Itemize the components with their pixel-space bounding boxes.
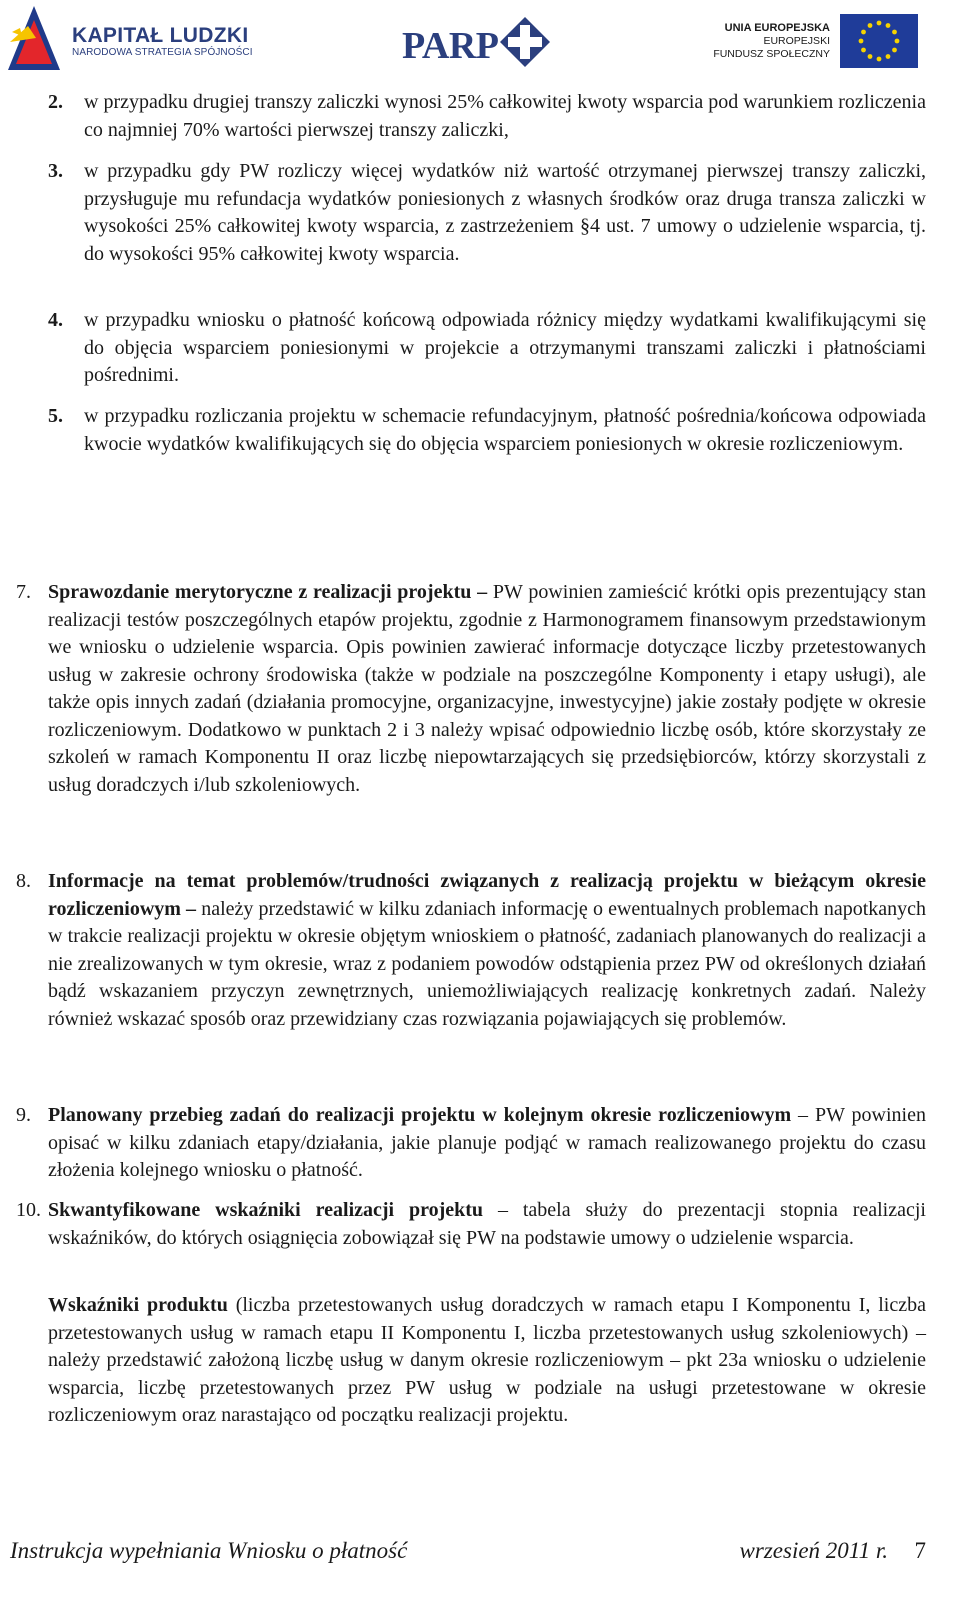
footer-document-title: Instrukcja wypełniania Wniosku o płatność xyxy=(10,1538,408,1563)
eu-line-1: UNIA EUROPEJSKA xyxy=(724,22,830,34)
list-item-10 xyxy=(16,1197,926,1252)
list-item-text xyxy=(48,1197,926,1252)
list-item-4 xyxy=(16,307,926,390)
page-header xyxy=(0,0,960,80)
list-item-text: w przypadku gdy PW rozliczy więcej wydatków niż wartość otrzymanej pierwszej transzy zaliczki, przysługuje mu refundacja wydatków poniesionych z własnych środków oraz druga transza zaliczki w wysokości 25% całkowitej kwoty wsparcia, z zastrzeżeniem §4 ust. 7 umowy o udzielenie wsparcia, tj. do wysokości 95% całkowitej kwoty wsparcia. xyxy=(84,160,926,265)
list-item-heading: Sprawozdanie merytoryczne z realizacji projektu – xyxy=(48,581,488,603)
kapital-ludzki-logo xyxy=(6,2,253,74)
list-item-body: – PW powinien opisać w kilku zdaniach etapy/działania, jakie planuje podjąć w ramach realizowanego projektu do czasu złożenia kolejnego wniosku o płatność. xyxy=(48,1104,926,1181)
paragraph-wskazniki-produktu xyxy=(48,1292,926,1430)
list-item-number: 3. xyxy=(48,160,63,182)
list-item-5 xyxy=(16,403,926,458)
list-item-text: w przypadku rozliczania projektu w schemacie refundacyjnym, płatność pośrednia/końcowa odpowiada kwocie wydatków kwalifikujących się do objęcia wsparciem poniesionych w okresie rozliczeniowym. xyxy=(84,405,926,455)
list-item-body: – tabela służy do prezentacji stopnia realizacji wskaźników, do których osiągnięcia zobowiązał się PW na podstawie umowy o udzielenie wsparcia. xyxy=(48,1199,926,1249)
eu-line-3: FUNDUSZ SPOŁECZNY xyxy=(713,48,830,60)
list-item-body: należy przedstawić w kilku zdaniach informację o ewentualnych problemach napotkanych w trakcie realizacji projektu w okresie objętym wnioskiem o płatność, zadaniach planowanych do realizacji a nie zrealizowanych w tym okresie, wraz z podaniem powodów odstąpienia przez PW od określonych działań bądź wskazaniem przyczyn zewnętrznych, uniemożliwiających realizację konkretnych zadań. Należy również wskazać sposób oraz przewidziany czas rozwiązania pojawiających się problemów. xyxy=(48,897,927,1030)
list-item-number: 9. xyxy=(16,1104,31,1126)
list-item-2 xyxy=(16,89,926,144)
list-item-8 xyxy=(16,868,926,1033)
list-item-number: 7. xyxy=(16,581,31,603)
list-item-body: PW powinien zamieścić krótki opis prezentujący stan realizacji testów poszczególnych etapów projektu, zgodnie z Harmonogramem finansowym przedstawionym we wniosku o udzielenie wsparcia. Opis powinien zawierać informacje dotyczące liczby przetestowanych usług w zakresie ochrony środowiska (także w podziale na poszczególne Komponenty i etapy usługi), ale także opis innych zadań (działania promocyjne, organizacyjne, inwestycyjne) jakie zostały podjęte w okresie rozliczeniowym. Dodatkowo w punktach 2 i 3 należy wpisać odpowiednio liczbę osób, które skorzystały ze szkoleń w ramach Komponentu II oraz liczbę niepowtarzających się przedsiębiorców, którzy skorzystali z usług doradczych i/lub szkoleniowych. xyxy=(48,581,926,796)
parp-wordmark: PARP xyxy=(402,25,499,67)
eu-flag-icon xyxy=(840,14,918,68)
list-item-text xyxy=(48,1102,926,1185)
list-item-text xyxy=(48,868,926,1033)
list-item-3 xyxy=(16,158,926,268)
paragraph-heading: Wskaźniki produktu xyxy=(48,1294,228,1316)
kapital-ludzki-title: KAPITAŁ LUDZKI xyxy=(72,24,249,47)
list-item-heading: Skwantyfikowane wskaźniki realizacji projektu xyxy=(48,1199,484,1221)
paragraph-body: (liczba przetestowanych usług doradczych w ramach etapu I Komponentu I, liczba przetestowanych usług w ramach etapu II Komponentu I, liczba przetestowanych usług szkoleniowych) – należy przedstawić założoną liczbę usług w danym okresie rozliczeniowym – pkt 23a wniosku o udzielenie wsparcia, liczbę przetestowanych przez PW usług w podziale na usługi przetestowane w okresie rozliczeniowym oraz narastająco od początku realizacji projektu. xyxy=(48,1294,926,1426)
list-item-text: w przypadku drugiej transzy zaliczki wynosi 25% całkowitej kwoty wsparcia pod warunkiem rozliczenia co najmniej 70% wartości pierwszej transzy zaliczki, xyxy=(84,91,926,141)
eu-logo-text xyxy=(713,22,830,61)
paragraph-text xyxy=(48,1292,926,1430)
list-item-number: 2. xyxy=(48,91,63,113)
page-number: 7 xyxy=(914,1538,926,1563)
list-item-7 xyxy=(16,579,926,799)
list-item-9 xyxy=(16,1102,926,1185)
eu-logo xyxy=(713,14,920,70)
eu-line-2: EUROPEJSKI xyxy=(763,35,830,47)
kapital-ludzki-emblem-icon xyxy=(6,2,62,72)
list-item-number: 5. xyxy=(48,405,63,427)
list-item-text: w przypadku wniosku o płatność końcową odpowiada różnicy między wydatkami kwalifikującymi się do objęcia wsparciem poniesionymi w projekcie a otrzymanymi transzami zaliczki i płatnościami pośrednimi. xyxy=(84,309,926,386)
list-item-number: 8. xyxy=(16,870,31,892)
parp-emblem-icon xyxy=(498,15,552,69)
parp-logo xyxy=(402,12,562,72)
list-item-heading: Informacje na temat problemów/trudności związanych z realizacją projektu w bieżącym okresie rozliczeniowym – xyxy=(48,870,926,920)
list-item-number: 10. xyxy=(16,1199,41,1221)
kapital-ludzki-subtitle: NARODOWA STRATEGIA SPÓJNOŚCI xyxy=(72,47,253,58)
list-item-text xyxy=(48,579,926,799)
footer-date: wrzesień 2011 r. xyxy=(739,1538,888,1563)
list-item-heading: Planowany przebieg zadań do realizacji projektu w kolejnym okresie rozliczeniowym xyxy=(48,1104,792,1126)
list-item-number: 4. xyxy=(48,309,63,331)
